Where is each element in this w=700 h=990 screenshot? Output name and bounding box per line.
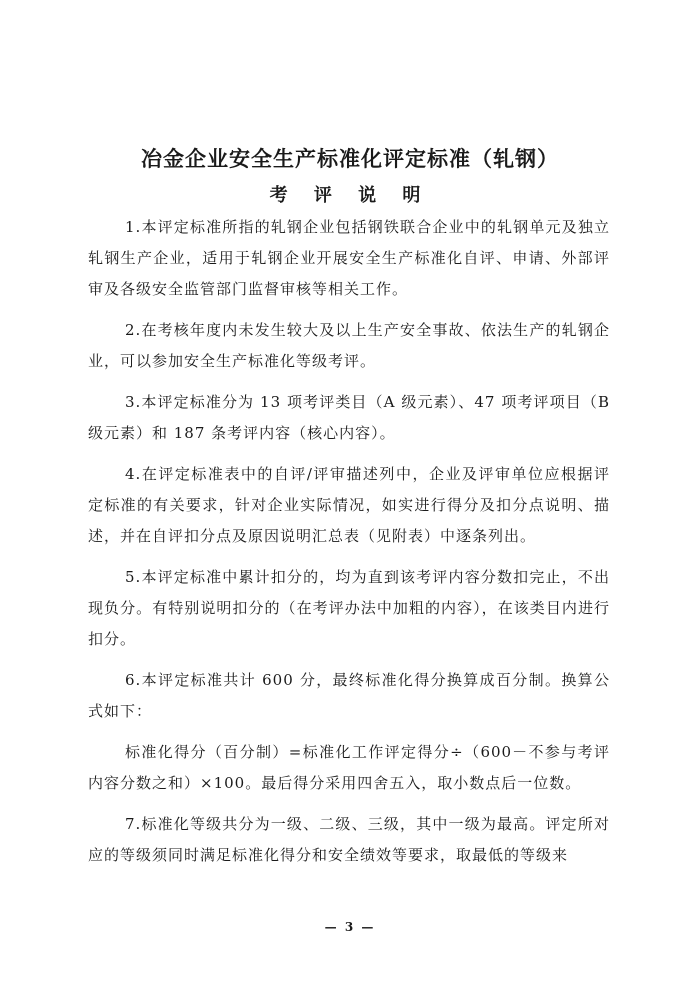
paragraph-3: 3.本评定标准分为 13 项考评类目（A 级元素）、47 项考评项目（B 级元素）和 187 条考评内容（核心内容）。	[88, 393, 610, 442]
paragraph-5: 5.本评定标准中累计扣分的，均为直到该考评内容分数扣完止，不出现负分。有特别说明扣分的（在考评办法中加粗的内容），在该类目内进行扣分。	[88, 568, 610, 648]
document-subtitle: 考 评 说 明	[269, 185, 431, 206]
formula-paragraph: 标准化得分（百分制）=标准化工作评定得分÷（600－不参与考评内容分数之和）×100。最后得分采用四舍五入，取小数点后一位数。	[88, 743, 610, 792]
page-number: — 3 —	[324, 920, 376, 934]
paragraph-2: 2.在考核年度内未发生较大及以上生产安全事故、依法生产的轧钢企业，可以参加安全生产标准化等级考评。	[88, 321, 610, 370]
paragraph-7: 7.标准化等级共分为一级、二级、三级，其中一级为最高。评定所对应的等级须同时满足标准化得分和安全绩效等要求，取最低的等级来	[88, 815, 610, 864]
paragraph-1: 1.本评定标准所指的轧钢企业包括钢铁联合企业中的轧钢单元及独立轧钢生产企业，适用于轧钢企业开展安全生产标准化自评、申请、外部评审及各级安全监管部门监督审核等相关工作。	[88, 218, 610, 298]
paragraph-6: 6.本评定标准共计 600 分，最终标准化得分换算成百分制。换算公式如下：	[88, 671, 610, 720]
paragraph-4: 4.在评定标准表中的自评/评审描述列中，企业及评审单位应根据评定标准的有关要求，针对企业实际情况，如实进行得分及扣分点说明、描述，并在自评扣分点及原因说明汇总表（见附表）中逐条列出。	[88, 465, 610, 545]
document-body	[88, 212, 610, 881]
document-title: 冶金企业安全生产标准化评定标准（轧钢）	[141, 147, 559, 171]
